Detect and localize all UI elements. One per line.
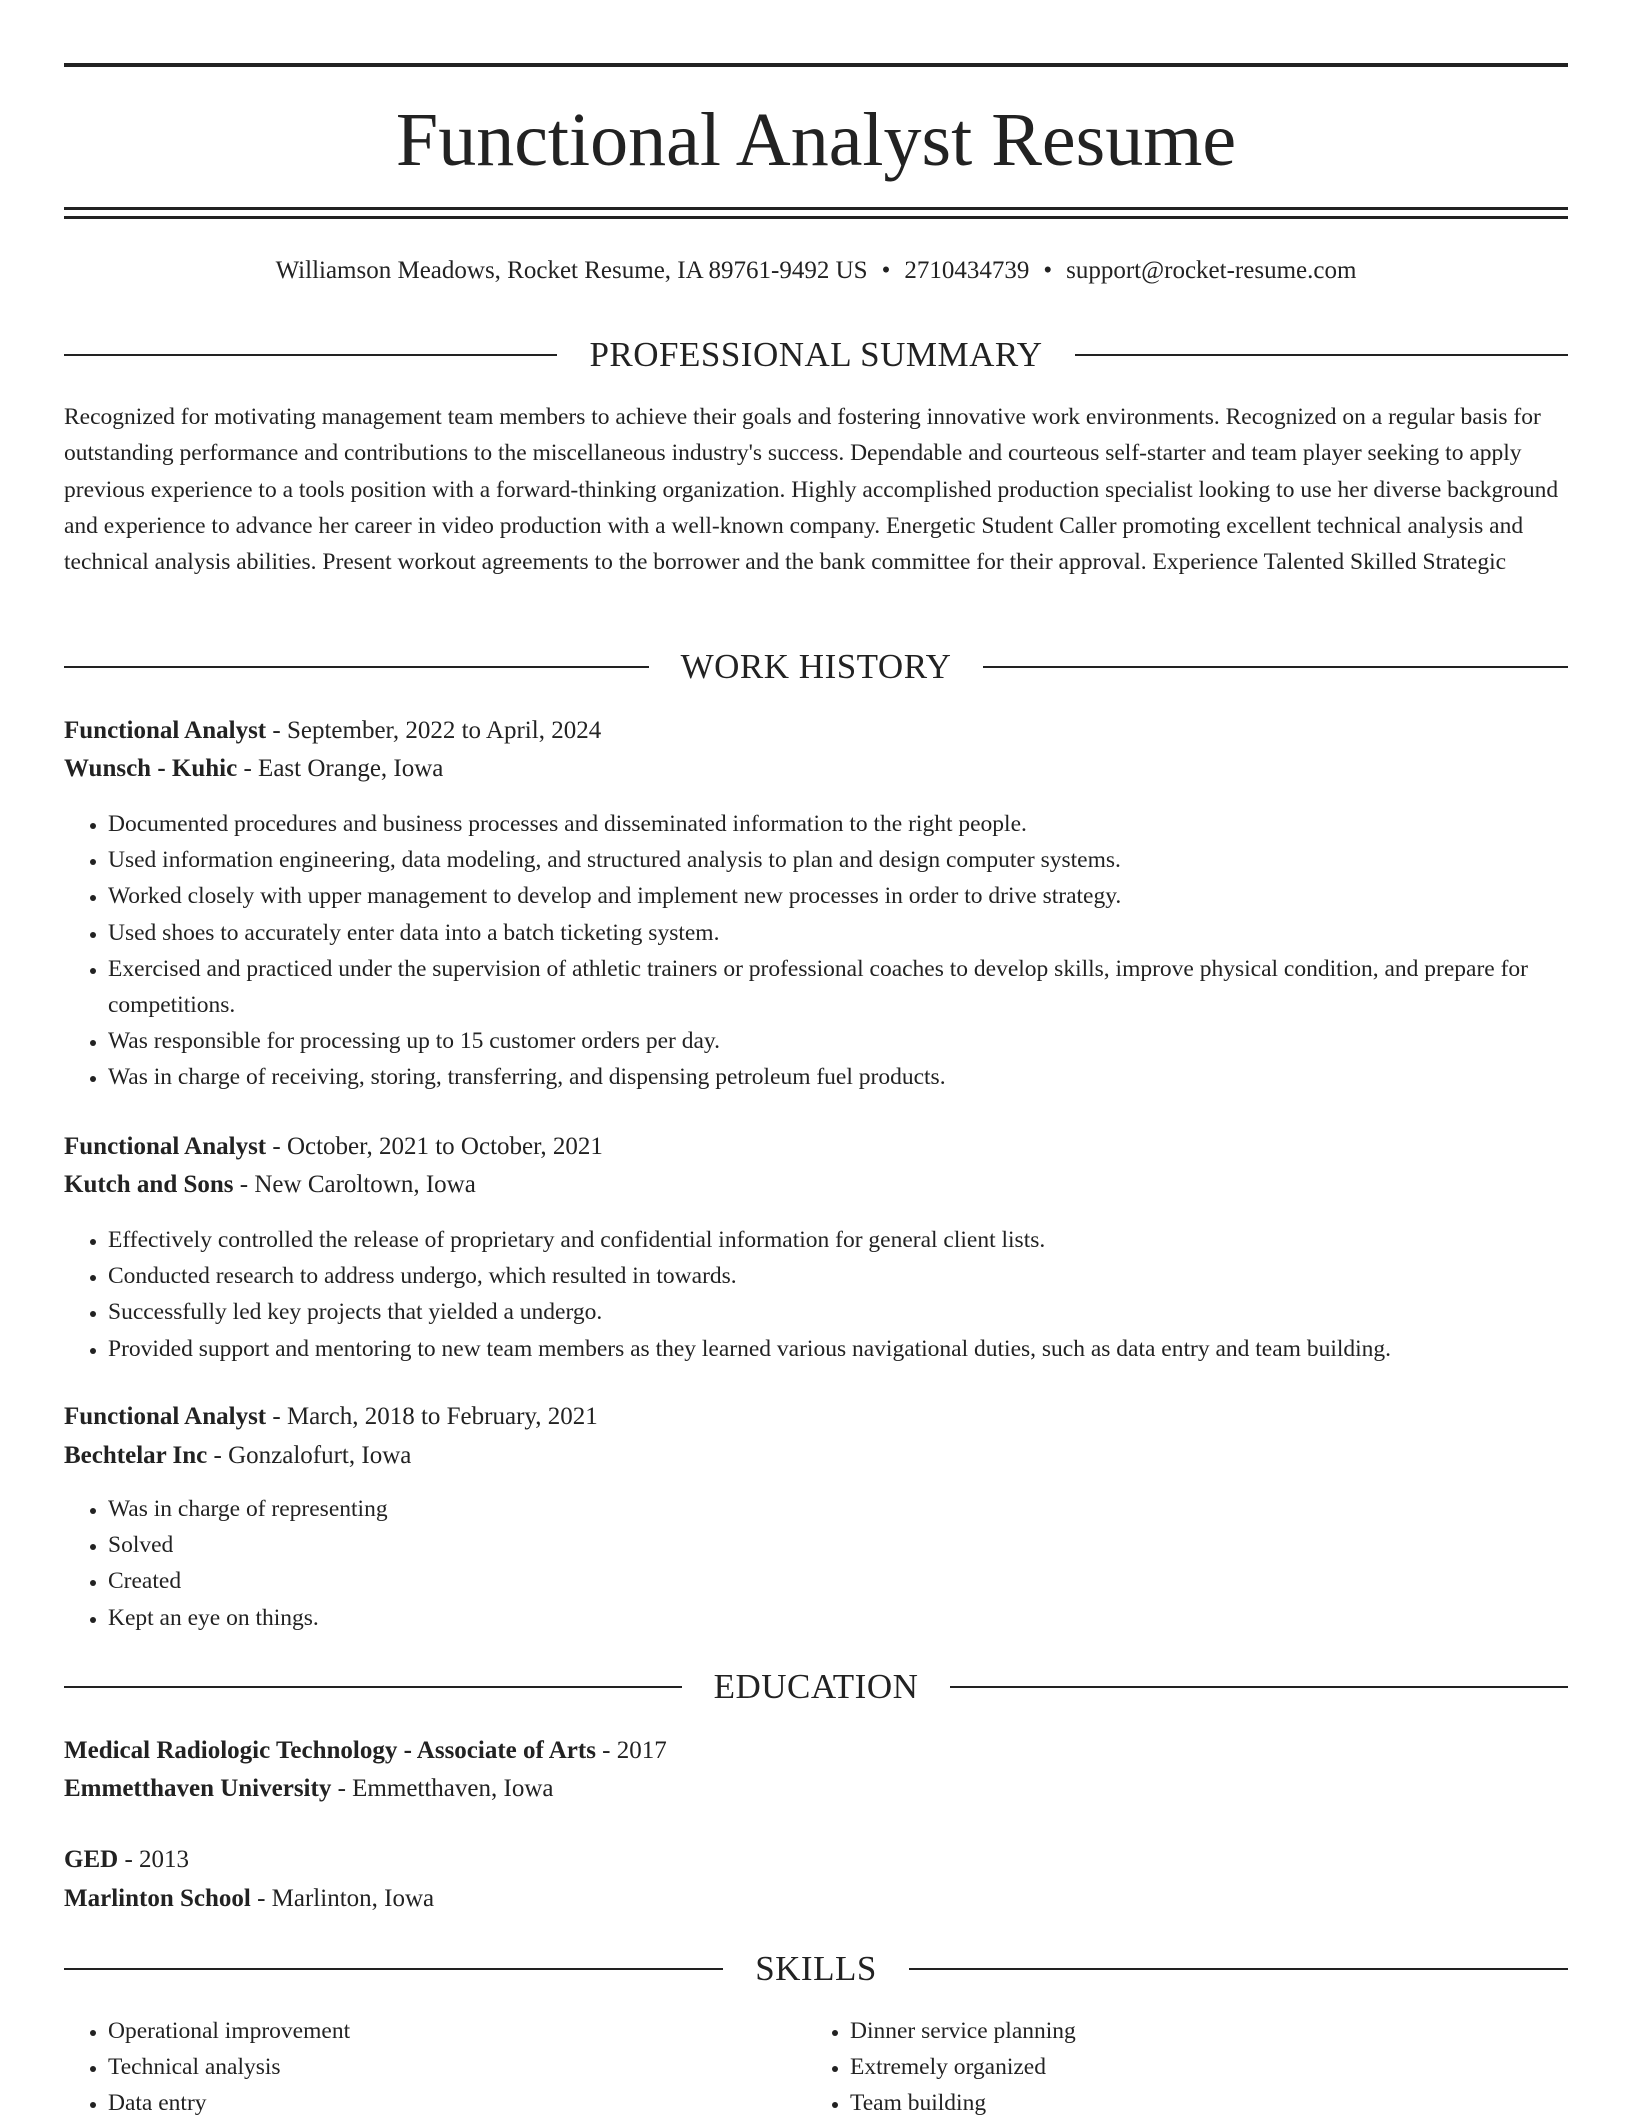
list-item: • Conducted research to address undergo, which resulted in towards. [108, 1258, 1588, 1294]
heading-rule [64, 1968, 723, 1970]
list-item: • Used shoes to accurately enter data into a batch ticketing system. [108, 915, 1588, 951]
contact-address: Williamson Meadows, Rocket Resume, IA 89761-9492 US [275, 257, 868, 284]
list-item: • Operational improvement [108, 2013, 808, 2049]
job-location: Gonzalofurt, Iowa [228, 1442, 412, 1469]
contact-phone: 2710434739 [904, 257, 1030, 284]
list-item: • Documented procedures and business processes and disseminated information to the right people. [108, 806, 1588, 842]
list-item: • Was in charge of receiving, storing, transferring, and dispensing petroleum fuel products. [108, 1059, 1588, 1095]
heading-rule [64, 354, 557, 356]
education-year: 2017 [616, 1737, 667, 1764]
contact-email: support@rocket-resume.com [1066, 257, 1357, 284]
heading-rule [909, 1968, 1568, 1970]
section-heading-skills [64, 1947, 1568, 1991]
education-degree: GED [64, 1846, 119, 1873]
job-bullet-list [64, 806, 1588, 1096]
education-location: Emmetthaven, Iowa [352, 1775, 554, 1802]
summary-text: Recognized for motivating management team members to achieve their goals and fostering innovative work environments. Recognized on a regular basis for outstanding performance and contributions to the miscellaneous industry's success. Dependable and courteous self-starter and team player seeking to apply previous experience to a tools position with a forward-thinking organization. Highly accomplished production specialist looking to use her diverse background and experience to advance her career in video production with a well-known company. Energetic Student Caller promoting excellent technical analysis and technical analysis abilities. Present workout agreements to the borrower and the bank committee for their approval. Experience Talented Skilled Strategic [64, 404, 1559, 576]
list-item: • Effectively controlled the release of proprietary and confidential information for general client lists. [108, 1222, 1588, 1258]
contact-separator: • [1043, 257, 1053, 284]
list-item: • Extremely organized [850, 2049, 1550, 2085]
list-item: • Solved [108, 1527, 1588, 1563]
top-rule [64, 63, 1568, 67]
job-dates: March, 2018 to February, 2021 [286, 1403, 598, 1430]
job-title: Functional Analyst [64, 1133, 267, 1160]
education-school-line: Emmetthaven University - Emmetthaven, Iowa [64, 1775, 554, 1802]
section-heading-label: WORK HISTORY [680, 647, 952, 686]
job-title: Functional Analyst [64, 1403, 267, 1430]
job-company-line: Wunsch - Kuhic - East Orange, Iowa [64, 755, 444, 782]
job-bullet-list [64, 1222, 1588, 1367]
job-bullet-list [64, 1491, 1588, 1636]
list-item: • Created [108, 1563, 1588, 1599]
heading-rule [1075, 354, 1568, 356]
job-company: Kutch and Sons [64, 1171, 234, 1198]
section-heading-label: PROFESSIONAL SUMMARY [589, 335, 1043, 374]
education-location: Marlinton, Iowa [271, 1885, 435, 1912]
skills-list-right [806, 2013, 1550, 2122]
heading-rule [950, 1686, 1568, 1688]
list-item: • Used information engineering, data modeling, and structured analysis to plan and design computer systems. [108, 842, 1588, 878]
list-item: • Data entry [108, 2085, 808, 2121]
heading-rule [64, 666, 649, 668]
education-year: 2013 [139, 1846, 190, 1873]
job-title-line: Functional Analyst - March, 2018 to February, 2021 [64, 1403, 598, 1430]
job-location: New Caroltown, Iowa [254, 1171, 476, 1198]
job-dates: October, 2021 to October, 2021 [286, 1133, 603, 1160]
skills-list-left [64, 2013, 808, 2122]
resume-title: Functional Analyst Resume [395, 98, 1237, 182]
list-item: • Technical analysis [108, 2049, 808, 2085]
section-heading-label: SKILLS [755, 1949, 877, 1988]
heading-rule [983, 666, 1568, 668]
list-item: • Provided support and mentoring to new team members as they learned various navigational duties, such as data entry and team building. [108, 1331, 1588, 1367]
list-item: • Team building [850, 2085, 1550, 2121]
education-school: Marlinton School [64, 1885, 251, 1912]
heading-rule [64, 1686, 682, 1688]
job-title-line: Functional Analyst - September, 2022 to April, 2024 [64, 717, 602, 744]
list-item: • Was responsible for processing up to 15 customer orders per day. [108, 1023, 1588, 1059]
list-item: • Worked closely with upper management to develop and implement new processes in order to drive strategy. [108, 878, 1588, 914]
education-school-line: Marlinton School - Marlinton, Iowa [64, 1885, 435, 1912]
section-heading-summary [64, 333, 1568, 377]
job-location: East Orange, Iowa [258, 755, 444, 782]
title-rule-upper [64, 207, 1568, 210]
list-item: • Dinner service planning [850, 2013, 1550, 2049]
job-dates: September, 2022 to April, 2024 [286, 717, 602, 744]
job-company-line: Bechtelar Inc - Gonzalofurt, Iowa [64, 1442, 412, 1469]
job-title-line: Functional Analyst - October, 2021 to October, 2021 [64, 1133, 603, 1160]
education-degree: Medical Radiologic Technology - Associate of Arts [64, 1737, 596, 1764]
job-company-line: Kutch and Sons - New Caroltown, Iowa [64, 1171, 476, 1198]
list-item: • Was in charge of representing [108, 1491, 1588, 1527]
contact-separator: • [881, 257, 891, 284]
section-heading-education [64, 1665, 1568, 1709]
list-item: • Exercised and practiced under the supervision of athletic trainers or professional coaches to develop skills, improve physical condition, and prepare for competitions. [108, 951, 1588, 1023]
list-item: • Successfully led key projects that yielded a undergo. [108, 1294, 1588, 1330]
contact-line [64, 252, 1568, 290]
job-title: Functional Analyst [64, 717, 267, 744]
title-rule-lower [64, 216, 1568, 219]
section-heading-work-history [64, 645, 1568, 689]
section-heading-label: EDUCATION [713, 1667, 919, 1706]
education-degree-line: Medical Radiologic Technology - Associate of Arts - 2017 [64, 1737, 667, 1764]
job-company: Wunsch - Kuhic [64, 755, 238, 782]
list-item: • Kept an eye on things. [108, 1600, 1588, 1636]
education-school: Emmetthaven University [64, 1775, 332, 1802]
education-degree-line: GED - 2013 [64, 1846, 190, 1873]
job-company: Bechtelar Inc [64, 1442, 208, 1469]
